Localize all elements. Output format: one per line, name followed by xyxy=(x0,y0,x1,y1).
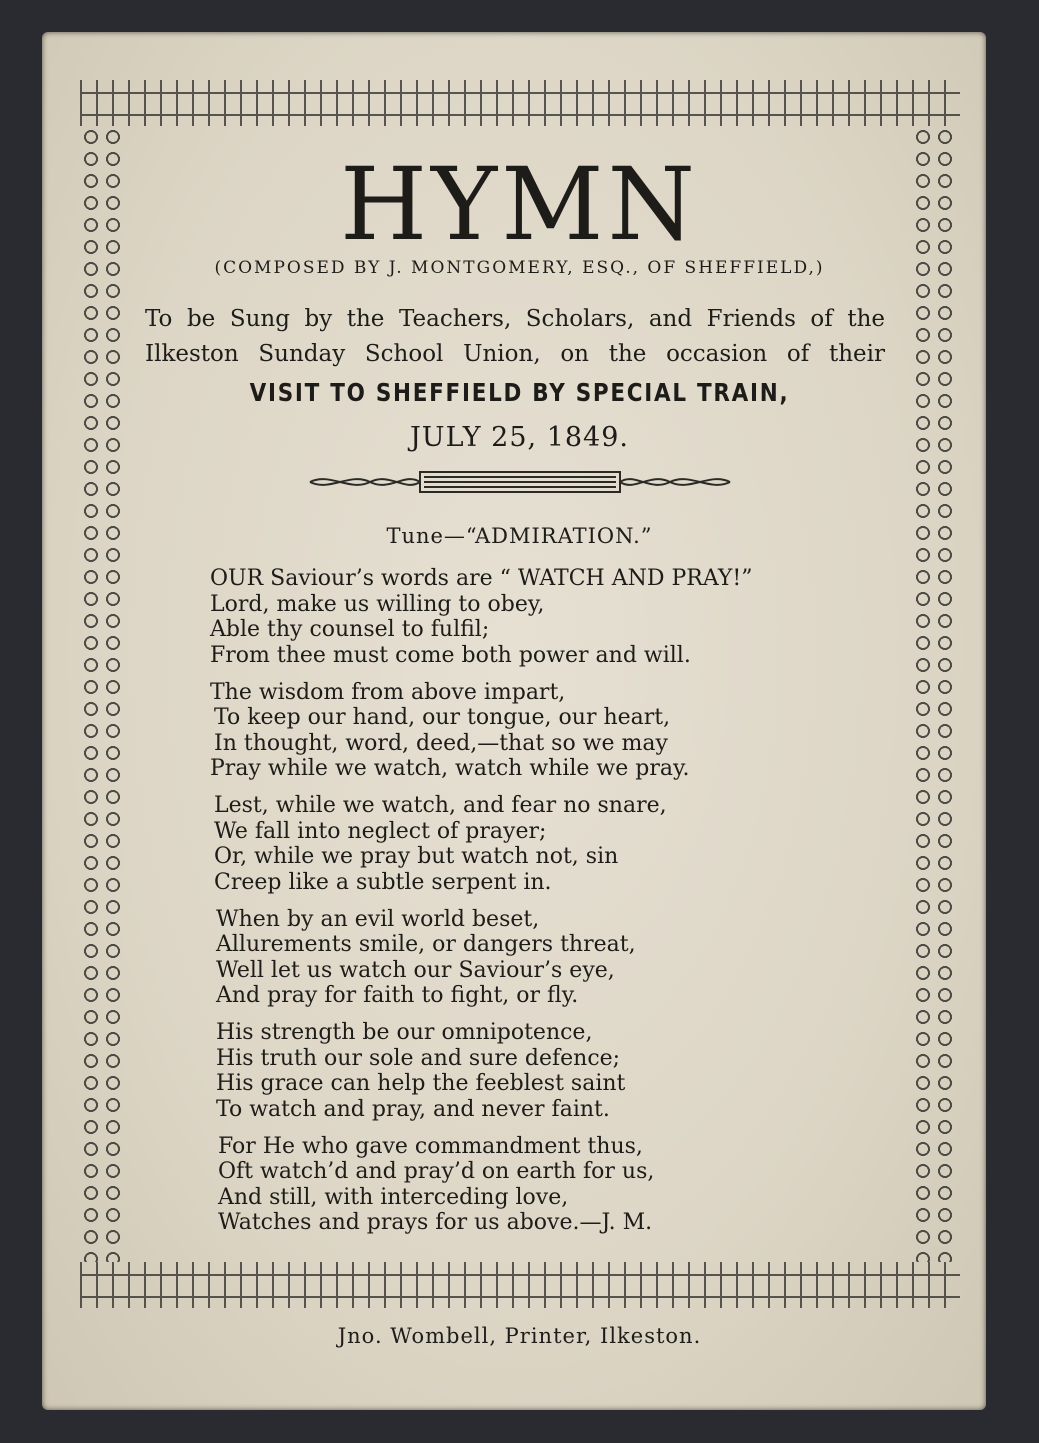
composer-credit: (COMPOSED BY J. MONTGOMERY, ESQ., OF SHEFFIELD,) xyxy=(214,258,825,278)
hymn-verses xyxy=(210,566,850,1247)
event-date: JULY 25, 1849. xyxy=(409,422,629,453)
stanza xyxy=(210,680,850,782)
tune-name: Tune—“ADMIRATION.” xyxy=(386,524,653,548)
verse-line: Lest, while we watch, and fear no snare, xyxy=(214,793,667,818)
verse-line: Well let us watch our Saviour’s eye, xyxy=(216,957,615,983)
verse-line: And pray for faith to fight, or fly. xyxy=(216,983,579,1008)
verse-line: His truth our sole and sure defence; xyxy=(216,1045,621,1071)
stanza xyxy=(210,793,850,895)
stanza xyxy=(210,907,850,1009)
verse-line: OUR Saviour’s words are “ WATCH AND PRAY!” xyxy=(210,566,753,591)
divider-ornament xyxy=(300,468,740,496)
verse-line: In thought, word, deed,—that so we may xyxy=(214,730,668,756)
intro-line-1: To be Sung by the Teachers, Scholars, and Friends of the xyxy=(145,306,885,332)
verse-line: Pray while we watch, watch while we pray. xyxy=(210,756,690,781)
verse-line: Allurements smile, or dangers threat, xyxy=(216,932,636,957)
verse-line: Oft watch’d and pray’d on earth for us, xyxy=(218,1159,655,1184)
occasion-heading: VISIT TO SHEFFIELD BY SPECIAL TRAIN, xyxy=(249,378,790,407)
stanza xyxy=(210,566,850,668)
verse-line: We fall into neglect of prayer; xyxy=(214,818,547,844)
ornamental-border-top xyxy=(80,80,960,126)
intro-text xyxy=(145,302,885,372)
verse-line: Watches and prays for us above.—J. M. xyxy=(218,1210,653,1235)
printer-credit: Jno. Wombell, Printer, Ilkeston. xyxy=(337,1324,702,1348)
verse-line: Or, while we pray but watch not, sin xyxy=(214,844,619,869)
verse-line: When by an evil world beset, xyxy=(216,906,540,932)
verse-line: Able thy counsel to fulfil; xyxy=(210,617,490,642)
verse-line: To watch and pray, and never faint. xyxy=(216,1096,610,1122)
verse-line: Lord, make us willing to obey, xyxy=(210,591,545,617)
verse-line: Creep like a subtle serpent in. xyxy=(214,869,552,895)
verse-line: His strength be our omnipotence, xyxy=(216,1020,593,1045)
verse-line: For He who gave commandment thus, xyxy=(218,1133,643,1159)
ornamental-border-right xyxy=(912,126,956,1262)
ornamental-border-bottom xyxy=(80,1262,960,1308)
verse-line: The wisdom from above impart, xyxy=(210,679,566,705)
ornamental-border-left xyxy=(80,126,124,1262)
intro-line-2: Ilkeston Sunday School Union, on the occasion of their xyxy=(145,341,885,367)
stanza xyxy=(210,1134,850,1236)
verse-line: From thee must come both power and will. xyxy=(210,642,691,668)
verse-line: To keep our hand, our tongue, our heart, xyxy=(214,705,671,730)
page-title: HYMN xyxy=(339,146,700,263)
verse-line: And still, with interceding love, xyxy=(218,1184,569,1210)
stanza xyxy=(210,1020,850,1122)
verse-line: His grace can help the feeblest saint xyxy=(216,1071,626,1096)
